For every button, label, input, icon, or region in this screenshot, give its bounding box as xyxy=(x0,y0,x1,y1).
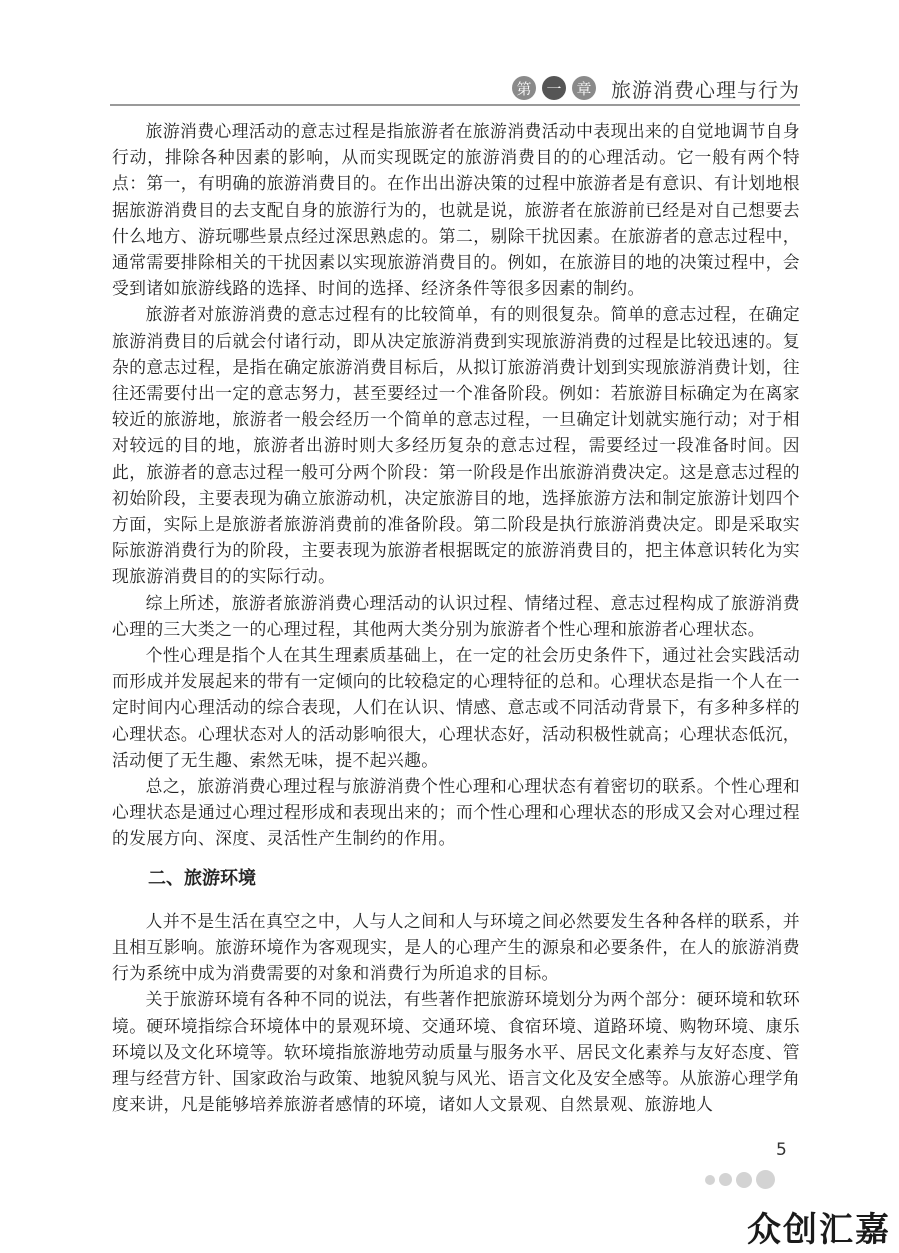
paragraph: 综上所述，旅游者旅游消费心理活动的认识过程、情绪过程、意志过程构成了旅游消费心理的三大类之一的心理过程，其他两大类分别为旅游者个性心理和旅游者心理状态。 xyxy=(112,592,800,639)
paragraph: 个性心理是指个人在其生理素质基础上，在一定的社会历史条件下，通过社会实践活动而形成并发展起来的带有一定倾向的比较稳定的心理特征的总和。心理状态是指一个人在一定时间内心理活动的综合表现，人们在认识、情感、意志或不同活动背景下，有多种多样的心理状态。心理状态对人的活动影响很大，心理状态好，活动积极性就高；心理状态低沉，活动便了无生趣、索然无味，提不起兴趣。 xyxy=(112,645,800,770)
dot-icon xyxy=(756,1170,775,1189)
chapter-title: 旅游消费心理与行为 xyxy=(611,77,800,102)
dot-icon xyxy=(705,1175,715,1185)
paragraph: 旅游消费心理活动的意志过程是指旅游者在旅游消费活动中表现出来的自觉地调节自身行动，排除各种因素的影响，从而实现既定的旅游消费目的的心理活动。它一般有两个特点：第一，有明确的旅游消费目的。在作出出游决策的过程中旅游者是有意识、有计划地根据旅游消费目的去支配自身的旅游行为的，也就是说，旅游者在旅游前已经是对自己想要去什么地方、游玩哪些景点经过深思熟虑的。第二，剔除干扰因素。在旅游者的意志过程中，通常需要排除相关的干扰因素以实现旅游消费目的。例如，在旅游目的地的决策过程中，会受到诸如旅游线路的选择、时间的选择、经济条件等很多因素的制约。 xyxy=(112,121,800,299)
chapter-number-badge: 一 xyxy=(542,76,566,100)
header-rule xyxy=(110,104,800,106)
paragraph: 旅游者对旅游消费的意志过程有的比较简单，有的则很复杂。简单的意志过程，在确定旅游消费目的后就会付诸行动，即从决定旅游消费到实现旅游消费的过程是比较迅速的。复杂的意志过程，是指在确定旅游消费目标后，从拟订旅游消费计划到实现旅游消费计划，往往还需要付出一定的意志努力，甚至要经过一个准备阶段。例如：若旅游目标确定为在离家较近的旅游地，旅游者一般会经历一个简单的意志过程，一旦确定计划就实施行动；对于相对较远的目的地，旅游者出游时则大多经历复杂的意志过程，需要经过一段准备时间。因此，旅游者的意志过程一般可分两个阶段：第一阶段是作出旅游消费决定。这是意志过程的初始阶段，主要表现为确立旅游动机，决定旅游目的地，选择旅游方法和制定旅游计划四个方面，实际上是旅游者旅游消费前的准备阶段。第二阶段是执行旅游消费决定。即是采取实际旅游消费行为的阶段，主要表现为旅游者根据既定的旅游消费目的，把主体意识转化为实现旅游消费目的的实际行动。 xyxy=(112,304,800,587)
page-body xyxy=(112,118,800,1117)
chapter-prefix-badge: 第 xyxy=(512,76,536,100)
dot-icon xyxy=(719,1173,732,1186)
running-header xyxy=(110,72,800,106)
page-number: 5 xyxy=(776,1140,787,1160)
decorative-dots xyxy=(705,1170,779,1189)
paragraph: 关于旅游环境有各种不同的说法，有些著作把旅游环境划分为两个部分：硬环境和软环境。硬环境指综合环境体中的景观环境、交通环境、食宿环境、道路环境、购物环境、康乐环境以及文化环境等。软环境指旅游地劳动质量与服务水平、居民文化素养与友好态度、管理与经营方针、国家政治与政策、地貌风貌与风光、语言文化及安全感等。从旅游心理学角度来讲，凡是能够培养旅游者感情的环境，诸如人文景观、自然景观、旅游地人 xyxy=(112,989,800,1115)
paragraph: 总之，旅游消费心理过程与旅游消费个性心理和心理状态有着密切的联系。个性心理和心理状态是通过心理过程形成和表现出来的；而个性心理和心理状态的形成又会对心理过程的发展方向、深度、灵活性产生制约的作用。 xyxy=(112,776,800,849)
section-heading: 二、旅游环境 xyxy=(148,867,256,889)
chapter-suffix-badge: 章 xyxy=(572,76,596,100)
paragraph: 人并不是生活在真空之中，人与人之间和人与环境之间必然要发生各种各样的联系，并且相互影响。旅游环境作为客观现实，是人的心理产生的源泉和必要条件，在人的旅游消费行为系统中成为消费需要的对象和消费行为所追求的目标。 xyxy=(112,910,800,984)
chapter-label xyxy=(509,72,800,104)
dot-icon xyxy=(736,1172,752,1188)
watermark-logo: 众创汇嘉 xyxy=(747,1210,891,1250)
